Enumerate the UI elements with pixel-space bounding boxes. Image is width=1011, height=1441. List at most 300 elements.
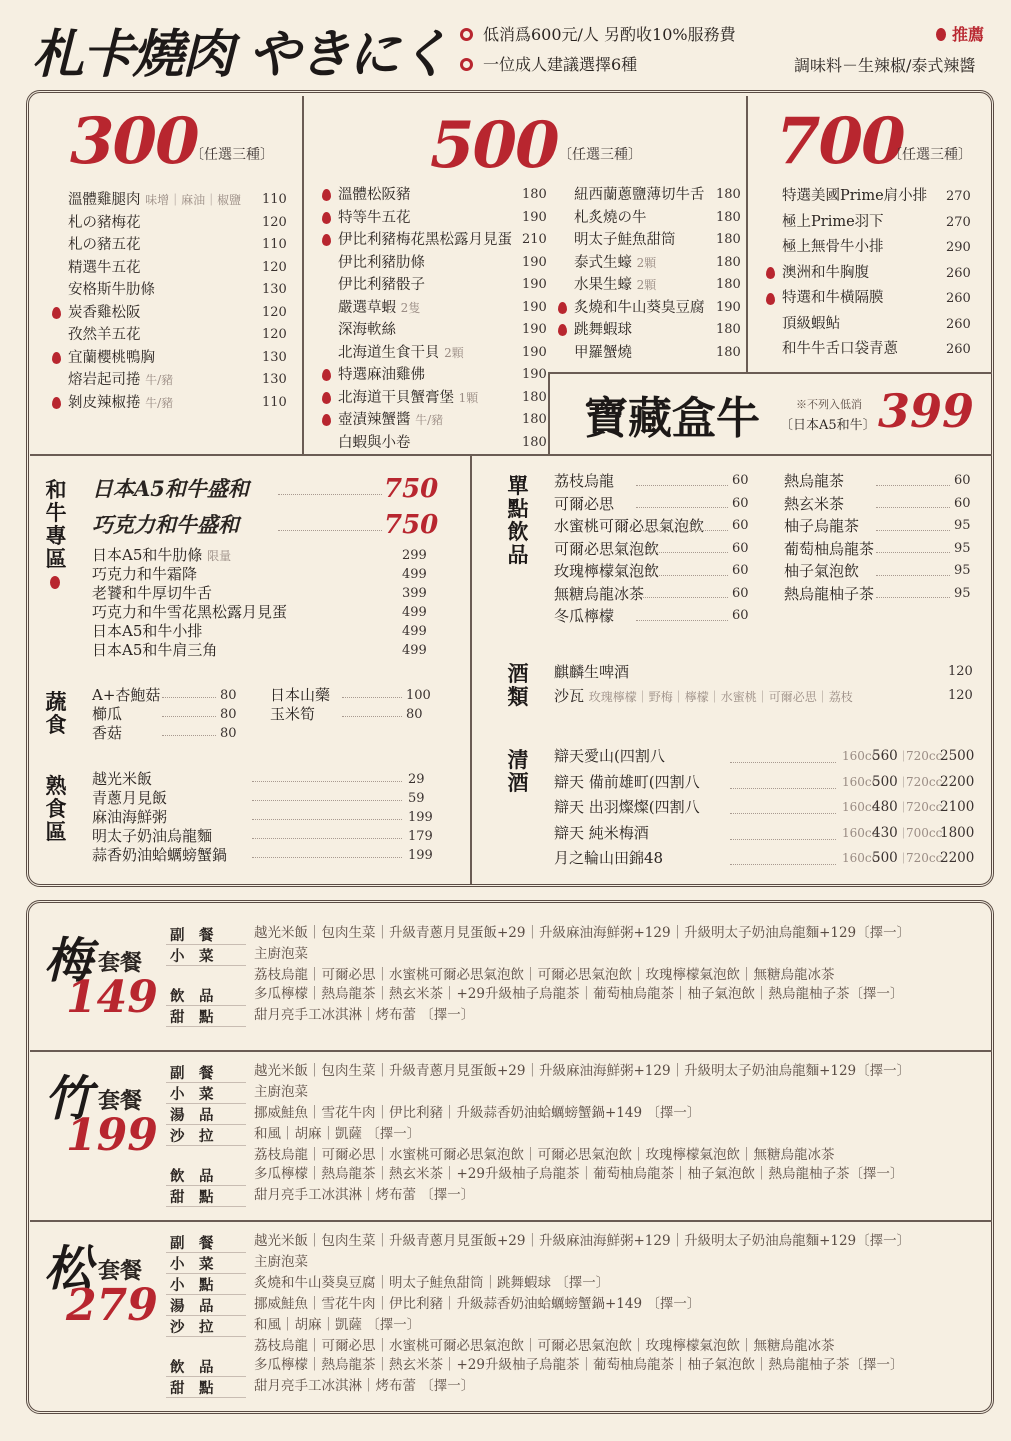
tier700-list <box>782 184 971 363</box>
item-name: 日本A5和牛肩三角 <box>92 641 218 659</box>
sauce-note: 調味料－生辣椒/泰式辣醬 <box>794 56 976 75</box>
set-row-label: 甜 點 <box>170 1380 214 1397</box>
item-price: 120 <box>262 304 287 320</box>
item-price: 190 <box>522 209 547 225</box>
item-name: 櫛瓜 <box>92 705 123 723</box>
item-price: 95 <box>954 540 971 556</box>
item-name: 麻油海鮮粥 <box>92 808 168 826</box>
item-price: 130 <box>262 282 287 297</box>
set-row-text: 甜月亮手工冰淇淋｜烤布蕾 〔擇一〕 <box>254 1187 475 1203</box>
min-charge-note: 低消爲600元/人 另酌收10%服務費 <box>460 22 736 45</box>
item-name: A+杏鮑菇 <box>92 686 161 704</box>
wagyu-big-list <box>92 472 439 544</box>
flame-icon <box>766 267 775 279</box>
menu-item <box>68 212 287 235</box>
menu-item <box>92 846 433 865</box>
menu-item <box>554 684 973 708</box>
alcohol-list <box>554 660 973 708</box>
set-price: 149 <box>66 972 158 1023</box>
set-word: 套餐 <box>98 950 143 976</box>
flame-icon <box>766 293 775 305</box>
item-note: 牛/豬 <box>415 413 444 427</box>
item-price: 199 <box>408 810 433 825</box>
set-word: 套餐 <box>98 1258 143 1284</box>
flame-icon <box>322 234 331 246</box>
item-name: 伊比利豬骰子 <box>338 277 425 293</box>
item-price: 180 <box>716 254 741 270</box>
restaurant-title: 札卡燒肉 やきにく <box>32 24 449 85</box>
item-price: 270 <box>946 214 971 230</box>
item-name: 北海道干貝蟹膏堡 1顆 <box>338 389 479 406</box>
item-price: 60 <box>732 473 749 488</box>
set-row-text: 荔枝烏龍｜可爾必思｜水蜜桃可爾必思氣泡飲｜可爾必思氣泡飲｜玫瑰檸檬氣泡飲｜無糖烏龍冰茶 <box>254 967 835 983</box>
menu-item <box>270 705 426 724</box>
item-price: 60 <box>732 495 749 511</box>
item-price: 59 <box>408 791 425 806</box>
item-price: 110 <box>262 237 287 252</box>
menu-item <box>784 538 970 561</box>
item-price: 120 <box>948 688 973 703</box>
item-note: 限量 <box>207 549 232 563</box>
item-price: 180 <box>522 187 547 202</box>
item-name: 特等牛五花 <box>338 209 411 226</box>
set-row-label: 沙 拉 <box>170 1319 214 1336</box>
size-2: 720cc <box>906 851 943 865</box>
item-price: 499 <box>402 567 427 582</box>
flame-icon <box>936 28 946 41</box>
item-note: 2顆 <box>444 345 464 360</box>
menu-item <box>338 364 547 387</box>
tier500-list-1 <box>338 184 547 454</box>
item-name: 玉米筍 <box>270 705 316 723</box>
item-price: 60 <box>954 495 971 511</box>
size-1: 160cc <box>842 825 879 840</box>
price-1: 500 <box>872 773 898 790</box>
item-name: 麒麟生啤酒 <box>554 663 630 681</box>
item-name: 葡萄柚烏龍茶 <box>784 539 875 558</box>
set-row-label: 甜 點 <box>170 1009 214 1026</box>
menu-item <box>92 603 428 622</box>
item-price: 180 <box>716 232 741 247</box>
menu-item <box>554 605 752 628</box>
sake-item: 月之輪山田錦48 160cc 500 ｜ 720cc 2200 <box>554 846 970 872</box>
tier700-price: 700 <box>776 104 904 179</box>
set-row-text: 越光米飯｜包肉生菜｜升級青蔥月見蛋飯+29｜升級麻油海鮮粥+129｜升級明太子奶油烏龍麵+129〔擇一〕 <box>254 1233 911 1249</box>
menu-item <box>574 342 741 365</box>
menu-item <box>68 234 287 257</box>
item-name: 蒜香奶油蛤蠣螃蟹鍋 <box>92 846 228 864</box>
set-row-text: 甜月亮手工冰淇淋｜烤布蕾 〔擇一〕 <box>254 1378 475 1394</box>
item-price: 499 <box>402 643 427 658</box>
menu-item <box>92 724 238 743</box>
menu-item <box>68 279 287 302</box>
item-name: 白蝦與小卷 <box>338 434 411 451</box>
menu-item <box>92 789 428 808</box>
item-price: 60 <box>732 540 749 556</box>
item-name: 札の豬五花 <box>68 237 141 253</box>
set-row-label: 副 餐 <box>170 1235 214 1252</box>
menu-item <box>782 210 971 236</box>
item-note: 2顆 <box>636 278 657 292</box>
size-1: 160cc <box>842 800 879 814</box>
treasure-title: 寶藏盒牛 <box>584 393 760 444</box>
item-name: 可爾必思 <box>554 494 615 513</box>
item-price: 120 <box>262 214 287 230</box>
menu-item <box>68 189 287 212</box>
menu-item <box>338 252 547 275</box>
item-price: 190 <box>522 322 547 337</box>
item-price: 60 <box>732 608 749 623</box>
set-row-text: 主廚泡菜 <box>254 946 308 962</box>
item-price: 180 <box>522 389 547 405</box>
item-price: 120 <box>948 664 973 679</box>
item-name: 炭香雞松阪 <box>68 304 141 321</box>
wagyu-platter <box>92 508 439 544</box>
item-name: 熔岩起司捲 牛/豬 <box>68 372 174 388</box>
item-name: 柚子烏龍茶 <box>784 517 860 535</box>
price-2: 2200 <box>940 773 975 790</box>
item-name: 跳舞蝦球 <box>574 322 632 338</box>
item-name: 甲羅蟹燒 <box>574 344 632 361</box>
menu-item <box>782 337 971 363</box>
size-1: 160cc <box>842 749 879 763</box>
item-name: 日本A5和牛小排 <box>92 622 203 640</box>
menu-item <box>784 583 970 606</box>
set-char: 松 <box>44 1241 93 1297</box>
item-price: 190 <box>522 367 547 382</box>
item-name: 玫瑰檸檬氣泡飲 <box>554 562 660 580</box>
item-price: 130 <box>262 349 287 365</box>
item-price: 190 <box>522 254 547 270</box>
tier700-pick: 〔任選三種〕 <box>888 147 972 163</box>
set-row-label: 小 菜 <box>170 1086 214 1103</box>
item-name: 明太子奶油烏龍麵 <box>92 827 213 845</box>
menu-item <box>554 660 973 684</box>
item-name: 極上Prime羽下 <box>782 213 884 230</box>
veg-label: 蔬 食 <box>45 689 67 737</box>
flame-icon <box>52 397 61 409</box>
item-name: 伊比利豬梅花黑松露月見蛋 <box>338 232 512 248</box>
menu-item <box>92 808 433 827</box>
item-price: 190 <box>522 344 547 360</box>
menu-item <box>338 229 547 252</box>
set-price: 279 <box>66 1280 158 1331</box>
set-row-label: 甜 點 <box>170 1189 214 1206</box>
tier500-price: 500 <box>430 108 558 183</box>
item-name: 北海道生食干貝 2顆 <box>338 344 464 361</box>
item-note: 1顆 <box>458 390 479 405</box>
set-row-label: 湯 品 <box>170 1298 214 1315</box>
item-price: 95 <box>954 563 971 578</box>
item-price: 260 <box>946 265 971 281</box>
menu-item <box>92 770 428 789</box>
menu-item <box>554 583 752 606</box>
item-name: 深海軟絲 <box>338 322 396 338</box>
item-name: 和牛牛舌口袋青蔥 <box>782 341 898 357</box>
price-2: 2100 <box>940 799 975 815</box>
item-price: 80 <box>220 707 237 722</box>
menu-item <box>338 432 547 455</box>
item-name: 孜然羊五花 <box>68 327 141 343</box>
item-name: 札炙燒の牛 <box>574 209 647 226</box>
item-name: 壺漬辣蟹醬 牛/豬 <box>338 412 444 428</box>
item-name: 剝皮辣椒捲 牛/豬 <box>68 394 174 411</box>
menu-item <box>554 470 752 493</box>
flame-icon <box>322 212 331 224</box>
menu-item <box>574 252 741 275</box>
item-name: 巧克力和牛盛和 <box>92 512 239 537</box>
flame-icon <box>322 414 331 426</box>
item-price: 299 <box>402 548 427 563</box>
item-name: 水蜜桃可爾必思氣泡飲 <box>554 517 705 535</box>
item-name: 宜蘭櫻桃鴨胸 <box>68 349 155 366</box>
menu-item <box>574 229 741 252</box>
menu-item <box>92 565 428 584</box>
item-note: 2顆 <box>636 255 657 270</box>
item-name: 可爾必思氣泡飲 <box>554 539 660 558</box>
item-price: 180 <box>716 187 741 202</box>
item-name: 特選麻油雞佛 <box>338 367 425 383</box>
menu-item <box>574 207 741 230</box>
item-name: 極上無骨牛小排 <box>782 239 884 255</box>
item-name: 安格斯牛肋條 <box>68 282 155 298</box>
item-price: 120 <box>262 327 287 342</box>
item-name: 辯天 備前雄町(四割八 <box>554 772 700 791</box>
item-name: 嚴選草蝦 2隻 <box>338 299 421 316</box>
menu-item <box>784 470 970 493</box>
item-note: 味增｜麻油｜椒鹽 <box>145 193 242 207</box>
item-name: 無糖烏龍冰茶 <box>554 584 645 603</box>
item-note: 玫瑰檸檬｜野梅｜檸檬｜水蜜桃｜可爾必思｜荔枝 <box>588 690 853 704</box>
tier500-list-2 <box>574 184 741 364</box>
item-price: 180 <box>716 277 741 292</box>
item-price: 60 <box>732 585 749 601</box>
set-row-text-2: 多瓜檸檬｜熱烏龍茶｜熱玄米茶｜+29升級柚子烏龍茶｜葡萄柚烏龍茶｜柚子氣泡飲｜熱烏龍柚子茶〔擇一〕 <box>254 1166 904 1182</box>
menu-item <box>554 538 752 561</box>
menu-item <box>92 686 238 705</box>
item-name: 炙燒和牛山葵臭豆腐 <box>574 299 705 316</box>
price-1: 430 <box>872 824 898 841</box>
item-name: 辯天 純米梅酒 <box>554 823 649 842</box>
item-price: 260 <box>946 342 971 357</box>
size-2: 700cc <box>906 825 943 840</box>
item-name: 青蔥月見飯 <box>92 789 168 807</box>
set-row-text: 和風｜胡麻｜凱薩 〔擇一〕 <box>254 1126 421 1142</box>
set-price: 199 <box>66 1110 158 1161</box>
menu-item <box>574 184 741 207</box>
menu-item <box>338 184 547 207</box>
set-row-text: 越光米飯｜包肉生菜｜升級青蔥月見蛋飯+29｜升級麻油海鮮粥+129｜升級明太子奶油烏龍麵+129〔擇一〕 <box>254 1063 911 1079</box>
item-price: 180 <box>716 209 741 225</box>
set-row-label: 飲 品 <box>170 1168 214 1185</box>
flame-icon <box>322 369 331 381</box>
item-price: 199 <box>408 848 433 863</box>
item-price: 110 <box>262 192 287 207</box>
item-price: 130 <box>262 372 287 387</box>
menu-item <box>782 312 971 338</box>
menu-item <box>338 342 547 365</box>
wagyu-list <box>92 546 428 660</box>
menu-item <box>68 302 287 325</box>
alcohol-label: 酒 類 <box>507 661 529 709</box>
menu-item <box>574 319 741 342</box>
set-row-text: 主廚泡菜 <box>254 1254 308 1270</box>
item-price: 750 <box>384 474 439 504</box>
item-price: 180 <box>522 434 547 450</box>
sake-item: 辯天 出羽燦燦(四割八 160cc 480 ｜ 720cc 2100 <box>554 795 970 821</box>
item-price: 180 <box>716 322 741 337</box>
item-name: 水果生蠔 2顆 <box>574 277 657 293</box>
item-name: 熱玄米茶 <box>784 494 845 513</box>
item-price: 95 <box>954 518 971 533</box>
menu-item <box>554 493 752 516</box>
item-name: 老饕和牛厚切牛舌 <box>92 584 213 602</box>
item-price: 750 <box>384 510 439 540</box>
item-name: 日本A5和牛盛和 <box>92 476 249 501</box>
item-price: 499 <box>402 605 427 620</box>
item-name: 精選牛五花 <box>68 259 141 276</box>
menu-item <box>782 261 971 287</box>
sake-item: 辯天愛山(四割八 160cc 560 ｜ 720cc 2500 <box>554 744 970 770</box>
price-2: 2500 <box>940 748 975 764</box>
item-price: 260 <box>946 291 971 306</box>
item-name: 冬瓜檸檬 <box>554 607 615 625</box>
item-name: 泰式生蠔 2顆 <box>574 254 657 271</box>
tier300-list <box>68 189 287 414</box>
item-price: 80 <box>220 726 237 741</box>
set-row-label: 飲 品 <box>170 988 214 1005</box>
item-name: 日本A5和牛肋條 限量 <box>92 546 232 564</box>
size-1: 160cc <box>842 851 879 865</box>
item-name: 辯天愛山(四割八 <box>554 747 665 765</box>
item-price: 190 <box>522 299 547 315</box>
drinks-list-1 <box>554 470 752 628</box>
flame-icon <box>52 352 61 364</box>
menu-item <box>338 207 547 230</box>
item-name: 溫體松阪豬 <box>338 187 411 203</box>
item-name: 熱烏龍柚子茶 <box>784 584 875 603</box>
set-row-text-2: 多瓜檸檬｜熱烏龍茶｜熱玄米茶｜+29升級柚子烏龍茶｜葡萄柚烏龍茶｜柚子氣泡飲｜熱烏龍柚子茶〔擇一〕 <box>254 1357 904 1373</box>
price-2: 1800 <box>940 824 975 841</box>
flame-icon <box>50 576 60 589</box>
item-name: 伊比利豬肋條 <box>338 254 425 271</box>
flame-icon <box>322 392 331 404</box>
set-row-label: 沙 拉 <box>170 1128 214 1145</box>
menu-item <box>68 392 287 415</box>
cooked-label: 熟 食 區 <box>45 773 67 844</box>
price-1: 480 <box>872 799 898 815</box>
set-row-label: 副 餐 <box>170 927 214 944</box>
item-name: 溫體雞腿肉 味增｜麻油｜椒鹽 <box>68 192 242 208</box>
sake-label: 清 酒 <box>507 747 529 795</box>
item-price: 190 <box>716 299 741 315</box>
set-row-text: 越光米飯｜包肉生菜｜升級青蔥月見蛋飯+29｜升級麻油海鮮粥+129｜升級明太子奶油烏龍麵+129〔擇一〕 <box>254 925 911 941</box>
menu-item <box>784 515 970 538</box>
menu-item <box>784 493 970 516</box>
item-price: 260 <box>946 316 971 332</box>
item-price: 190 <box>522 277 547 292</box>
menu-item <box>92 641 428 660</box>
item-name: 月之輪山田錦48 <box>554 849 664 867</box>
flame-icon <box>322 189 331 201</box>
menu-item <box>338 387 547 410</box>
set-char: 竹 <box>44 1071 93 1127</box>
menu-item <box>92 705 238 724</box>
item-name: 日本山藥 <box>270 686 331 704</box>
menu-item <box>92 584 428 603</box>
item-price: 110 <box>262 394 287 410</box>
item-price: 290 <box>946 240 971 255</box>
item-name: 荔枝烏龍 <box>554 472 615 490</box>
item-name: 頂級蝦鲇 <box>782 315 840 332</box>
item-name: 明太子鮭魚甜筒 <box>574 232 676 248</box>
item-price: 399 <box>402 586 427 601</box>
veg-list-2 <box>270 686 431 724</box>
flame-icon <box>52 307 61 319</box>
menu-item <box>68 257 287 280</box>
item-name: 巧克力和牛霜降 <box>92 565 198 583</box>
sake-item: 辯天 純米梅酒 160cc 430 ｜ 700cc 1800 <box>554 821 970 847</box>
tier300-price: 300 <box>70 104 198 179</box>
item-price: 180 <box>522 412 547 427</box>
item-price: 80 <box>406 707 423 722</box>
menu-item <box>782 286 971 312</box>
menu-item <box>270 686 431 705</box>
menu-item <box>574 297 741 320</box>
menu-item <box>782 235 971 261</box>
item-price: 60 <box>954 473 971 488</box>
item-name: 特選美國Prime肩小排 <box>782 188 928 204</box>
item-price: 100 <box>406 688 431 703</box>
tier500-pick: 〔任選三種〕 <box>558 147 642 163</box>
set-row-text: 主廚泡菜 <box>254 1084 308 1100</box>
item-name: 柚子氣泡飲 <box>784 562 860 580</box>
menu-item <box>92 827 433 846</box>
item-name: 札の豬梅花 <box>68 214 141 231</box>
price-2: 2200 <box>940 850 975 866</box>
menu-item <box>784 560 970 583</box>
set-row-text: 甜月亮手工冰淇淋｜烤布蕾 〔擇一〕 <box>254 1007 475 1023</box>
menu-item <box>554 560 752 583</box>
suggest-note: 一位成人建議選擇6種 <box>460 52 637 75</box>
menu-item <box>338 409 547 432</box>
cooked-list <box>92 770 433 865</box>
menu-item <box>68 347 287 370</box>
item-name: 越光米飯 <box>92 770 153 788</box>
menu-item <box>338 319 547 342</box>
set-row-text: 挪威鮭魚｜雪花牛肉｜伊比利豬｜升級蒜香奶油蛤蠣螃蟹鍋+149 〔擇一〕 <box>254 1296 701 1312</box>
item-note: 牛/豬 <box>145 373 174 387</box>
set-row-text: 挪威鮭魚｜雪花牛肉｜伊比利豬｜升級蒜香奶油蛤蠣螃蟹鍋+149 〔擇一〕 <box>254 1105 701 1121</box>
price-1: 560 <box>872 748 898 764</box>
size-2: 720cc <box>906 800 943 814</box>
item-name: 辯天 出羽燦燦(四割八 <box>554 798 700 816</box>
set-row-text: 和風｜胡麻｜凱薩 〔擇一〕 <box>254 1317 421 1333</box>
item-price: 179 <box>408 829 433 844</box>
item-price: 180 <box>716 344 741 360</box>
recommend-legend: 推薦 <box>936 22 984 45</box>
set-row-text-2: 多瓜檸檬｜熱烏龍茶｜熱玄米茶｜+29升級柚子烏龍茶｜葡萄柚烏龍茶｜柚子氣泡飲｜熱烏龍柚子茶〔擇一〕 <box>254 986 904 1002</box>
flame-icon <box>558 324 567 336</box>
veg-list-1 <box>92 686 238 743</box>
set-row-text: 荔枝烏龍｜可爾必思｜水蜜桃可爾必思氣泡飲｜可爾必思氣泡飲｜玫瑰檸檬氣泡飲｜無糖烏龍冰茶 <box>254 1338 835 1354</box>
item-price: 499 <box>402 624 427 639</box>
menu-item <box>68 369 287 392</box>
menu-item <box>574 274 741 297</box>
set-row-label: 小 點 <box>170 1277 214 1294</box>
menu-item <box>554 515 752 538</box>
item-note: 2隻 <box>400 300 421 315</box>
